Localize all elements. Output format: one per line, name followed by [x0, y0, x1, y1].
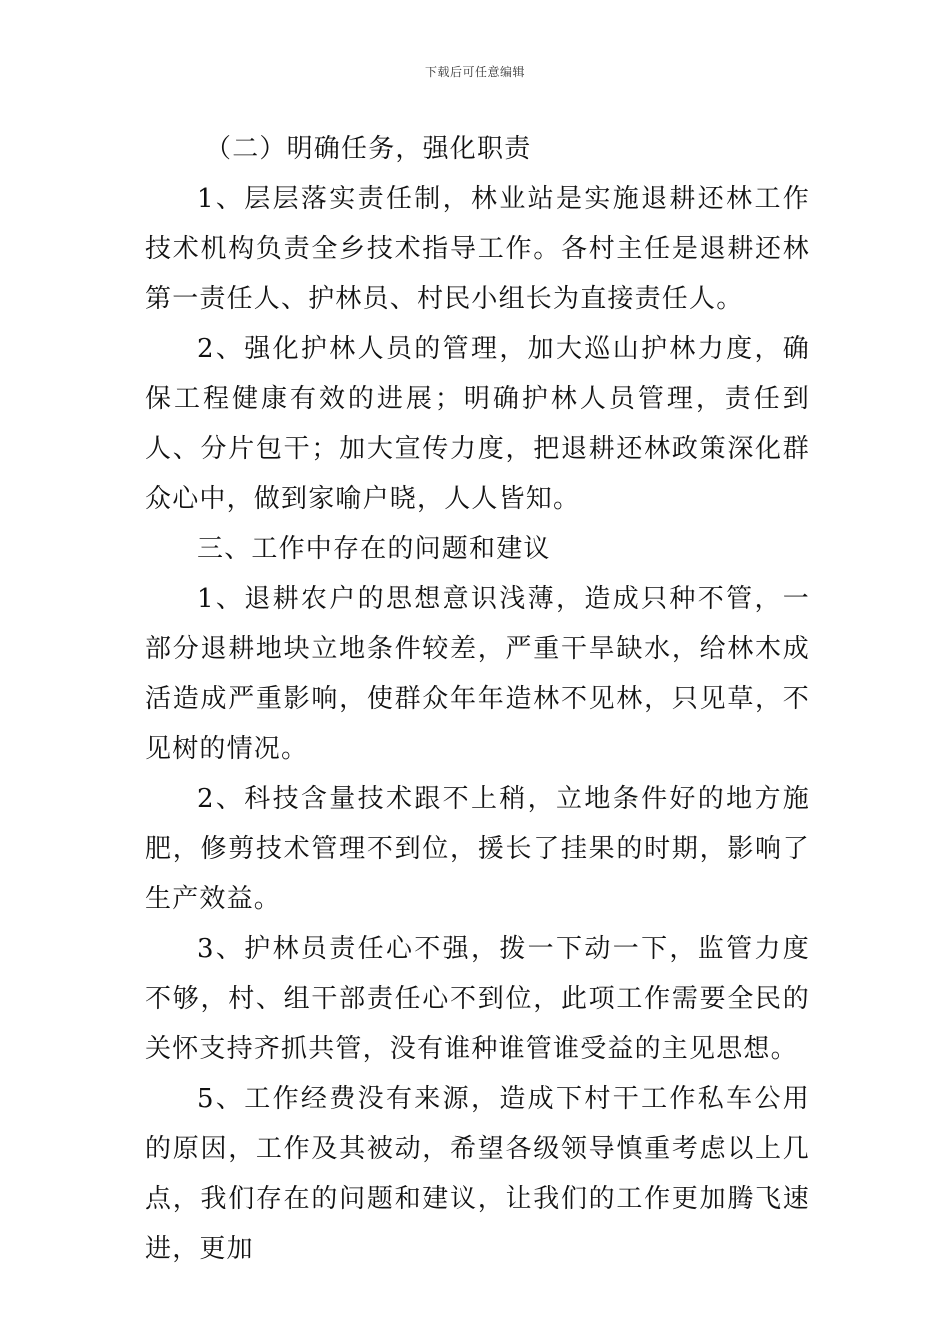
document-body [145, 124, 810, 1274]
paragraph: 1、退耕农户的思想意识浅薄，造成只种不管，一部分退耕地块立地条件较差，严重干旱缺水，给林木成活造成严重影响，使群众年年造林不见林，只见草，不见树的情况。 [145, 584, 810, 764]
section-subheading: （二）明确任务，强化职责 [205, 134, 532, 164]
paragraph: 1、层层落实责任制，林业站是实施退耕还林工作技术机构负责全乡技术指导工作。各村主任是退耕还林第一责任人、护林员、村民小组长为直接责任人。 [145, 184, 810, 314]
paragraph: 2、科技含量技术跟不上稍，立地条件好的地方施肥，修剪技术管理不到位，援长了挂果的时期，影响了生产效益。 [145, 784, 810, 914]
section-heading: 三、工作中存在的问题和建议 [197, 534, 551, 564]
paragraph: 2、强化护林人员的管理，加大巡山护林力度，确保工程健康有效的进展；明确护林人员管理，责任到人、分片包干；加大宣传力度，把退耕还林政策深化群众心中，做到家喻户晓，人人皆知。 [145, 334, 810, 514]
paragraph: 3、护林员责任心不强，拨一下动一下，监管力度不够，村、组干部责任心不到位，此项工作需要全民的关怀支持齐抓共管，没有谁种谁管谁受益的主见思想。 [145, 934, 810, 1064]
page-header-note: 下载后可任意编辑 [424, 65, 525, 79]
paragraph: 5、工作经费没有来源，造成下村干工作私车公用的原因，工作及其被动，希望各级领导慎重考虑以上几点，我们存在的问题和建议，让我们的工作更加腾飞速进，更加 [145, 1084, 810, 1264]
